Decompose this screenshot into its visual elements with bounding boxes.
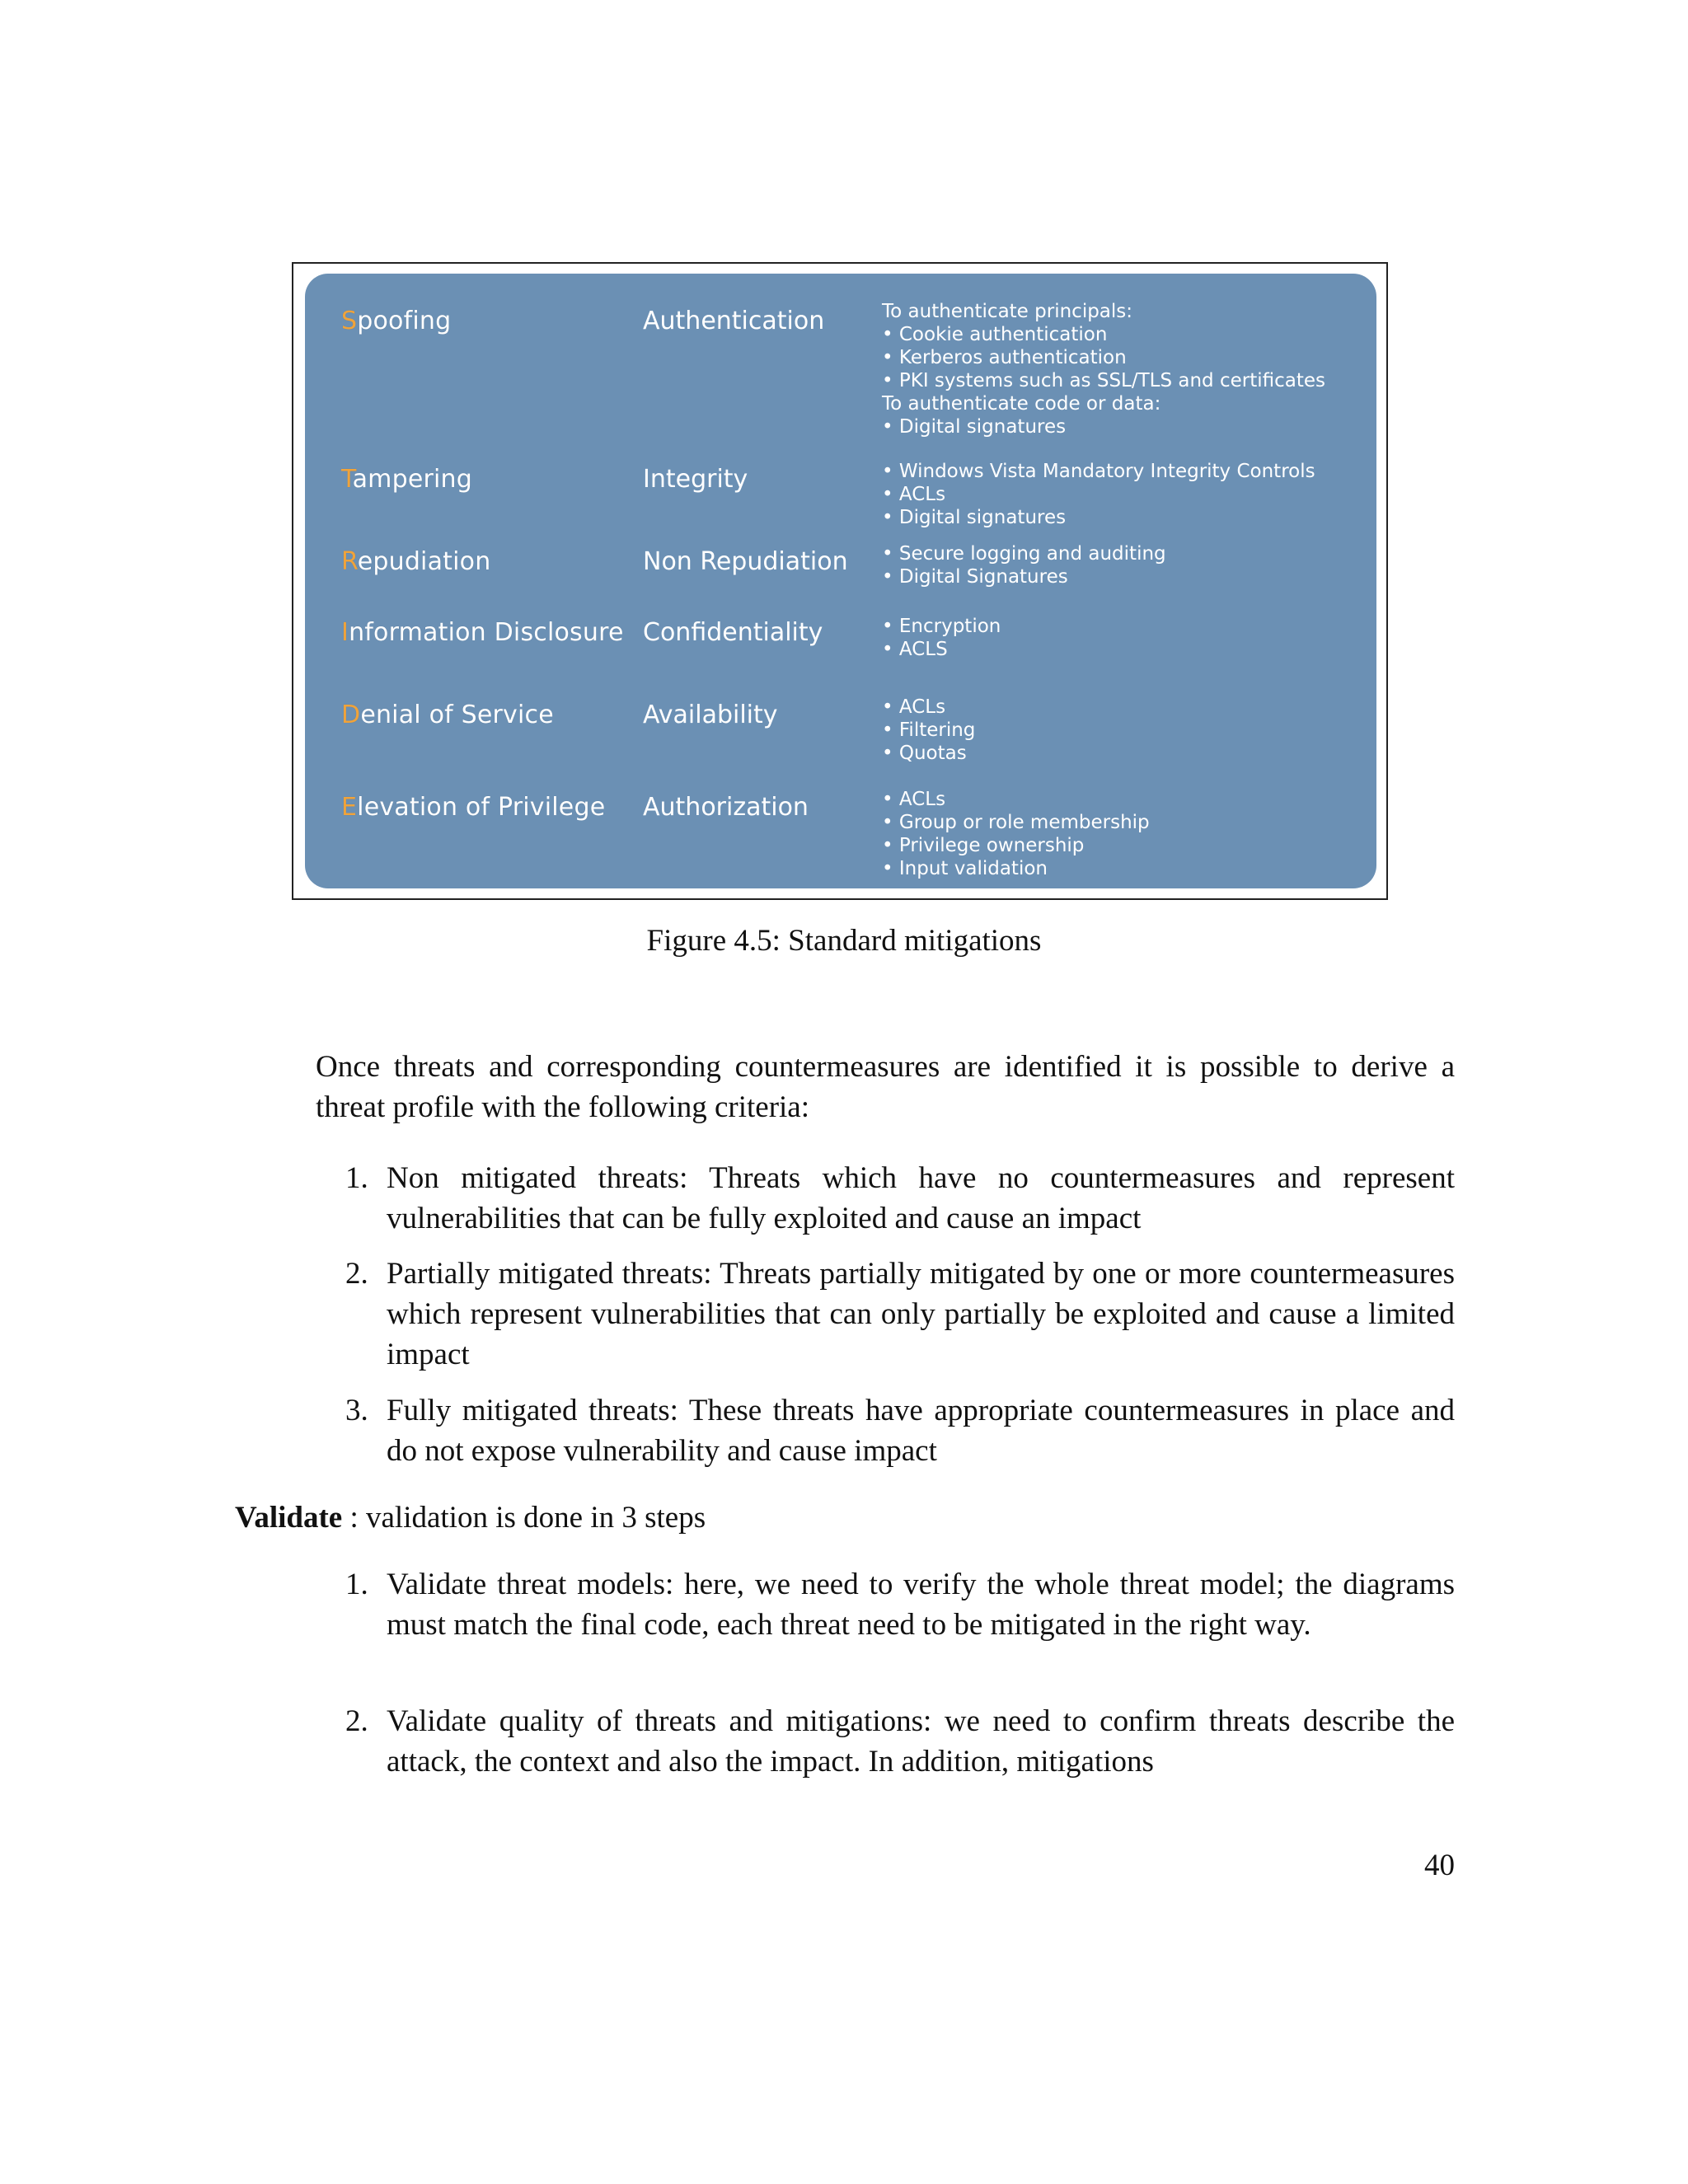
mitigation-list: • ACLs • Filtering • Quotas (882, 696, 976, 764)
mitigation-list: To authenticate principals: • Cookie authentication • Kerberos authentication • PKI systems such as SSL/TLS and certificates To authenticate code or data: • Digital signatures (882, 301, 1326, 438)
mitigation-list: • Encryption • ACLS (882, 616, 1001, 660)
stride-mitigations-table (305, 274, 1376, 888)
threat-label: Denial of Service (341, 701, 554, 729)
page-number: 40 (1424, 1849, 1455, 1882)
threat-label: Elevation of Privilege (341, 793, 606, 822)
figure-frame (292, 262, 1388, 900)
property-label: Integrity (643, 465, 748, 494)
threat-label: Tampering (341, 465, 472, 494)
validate-definition (235, 1500, 706, 1535)
validate-term: Validate (235, 1501, 343, 1535)
figure-caption: Figure 4.5: Standard mitigations (646, 924, 1042, 958)
property-label: Non Repudiation (643, 547, 848, 576)
property-label: Confidentiality (643, 618, 823, 647)
threat-label: Repudiation (341, 547, 491, 576)
mitigation-list: • Windows Vista Mandatory Integrity Controls • ACLs • Digital signatures (882, 461, 1315, 528)
threat-label: Spoofing (341, 307, 452, 335)
property-label: Authorization (643, 793, 809, 822)
mitigation-list: • Secure logging and auditing • Digital Signatures (882, 543, 1166, 588)
threat-label: Information Disclosure (341, 618, 624, 647)
validate-text: : validation is done in 3 steps (349, 1501, 706, 1535)
intro-paragraph: Once threats and corresponding countermeasures are identified it is possible to derive a threat profile with the following criteria: (316, 1050, 1455, 1124)
mitigation-list: • ACLs • Group or role membership • Privilege ownership • Input validation (882, 789, 1150, 879)
property-label: Availability (643, 701, 778, 729)
property-label: Authentication (643, 307, 825, 335)
